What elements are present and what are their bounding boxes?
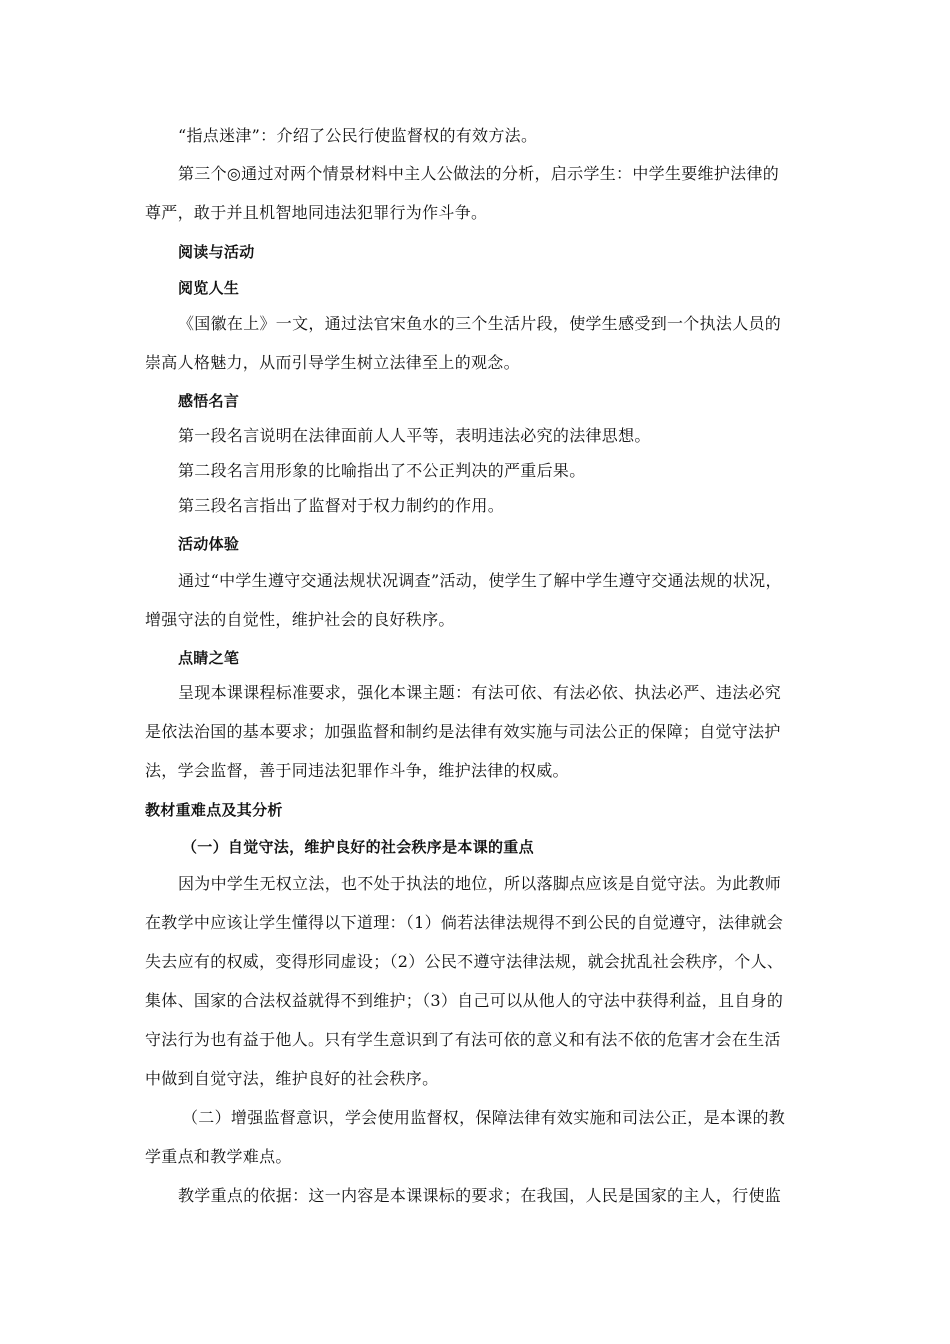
- subsection-heading: 阅览人生: [178, 279, 240, 297]
- paragraph-line: 尊严，敢于并且机智地同违法犯罪行为作斗争。: [145, 203, 488, 222]
- paragraph-line: 因为中学生无权立法，也不处于执法的地位，所以落脚点应该是自觉守法。为此教师: [178, 874, 782, 893]
- paragraph-line: 是依法治国的基本要求；加强监督和制约是法律有效实施与司法公正的保障；自觉守法护: [145, 722, 781, 741]
- subsection-heading: 感悟名言: [178, 392, 240, 410]
- section-heading: 阅读与活动: [178, 243, 255, 261]
- paragraph-line: “指点迷津”：介绍了公民行使监督权的有效方法。: [178, 126, 538, 145]
- paragraph-line: 第三段名言指出了监督对于权力制约的作用。: [178, 496, 505, 515]
- paragraph-line: 失去应有的权威，变得形同虚设；（2）公民不遵守法律法规，就会扰乱社会秩序，个人、: [145, 952, 784, 971]
- paragraph-line: 守法行为也有益于他人。只有学生意识到了有法可依的意义和有法不依的危害才会在生活: [145, 1030, 781, 1049]
- paragraph-line: 集体、国家的合法权益就得不到维护；（3）自己可以从他人的守法中获得利益，且自身的: [145, 991, 784, 1010]
- paragraph-line: 《国徽在上》一文，通过法官宋鱼水的三个生活片段，使学生感受到一个执法人员的: [178, 314, 782, 333]
- paragraph-line: 第三个◎通过对两个情景材料中主人公做法的分析，启示学生：中学生要维护法律的: [178, 164, 780, 183]
- paragraph-line: 增强守法的自觉性，维护社会的良好秩序。: [145, 610, 455, 629]
- paragraph-line: 教学重点的依据：这一内容是本课课标的要求；在我国，人民是国家的主人，行使监: [178, 1186, 782, 1205]
- paragraph-line: （二）增强监督意识，学会使用监督权，保障法律有效实施和司法公正，是本课的教: [182, 1108, 786, 1127]
- paragraph-line: 中做到自觉守法，维护良好的社会秩序。: [145, 1069, 439, 1088]
- paragraph-line: 呈现本课课程标准要求，强化本课主题：有法可依、有法必依、执法必严、违法必究: [178, 683, 782, 702]
- subsection-heading: 点睛之笔: [178, 649, 240, 667]
- paragraph-line: 崇高人格魅力，从而引导学生树立法律至上的观念。: [145, 353, 520, 372]
- paragraph-line: 学重点和教学难点。: [145, 1147, 292, 1166]
- paragraph-line: 第一段名言说明在法律面前人人平等，表明违法必究的法律思想。: [178, 426, 651, 445]
- paragraph-line: 法，学会监督，善于同违法犯罪作斗争，维护法律的权威。: [145, 761, 569, 780]
- subsection-heading: 活动体验: [178, 535, 240, 553]
- paragraph-line: 通过“中学生遵守交通法规状况调查”活动，使学生了解中学生遵守交通法规的状况，: [178, 571, 782, 590]
- paragraph-line: 第二段名言用形象的比喻指出了不公正判决的严重后果。: [178, 461, 586, 480]
- paragraph-line: 在教学中应该让学生懂得以下道理：（1）倘若法律法规得不到公民的自觉遵守，法律就会: [145, 913, 784, 932]
- subsection-heading: （一）自觉守法，维护良好的社会秩序是本课的重点: [182, 838, 534, 856]
- section-heading: 教材重难点及其分析: [145, 801, 283, 819]
